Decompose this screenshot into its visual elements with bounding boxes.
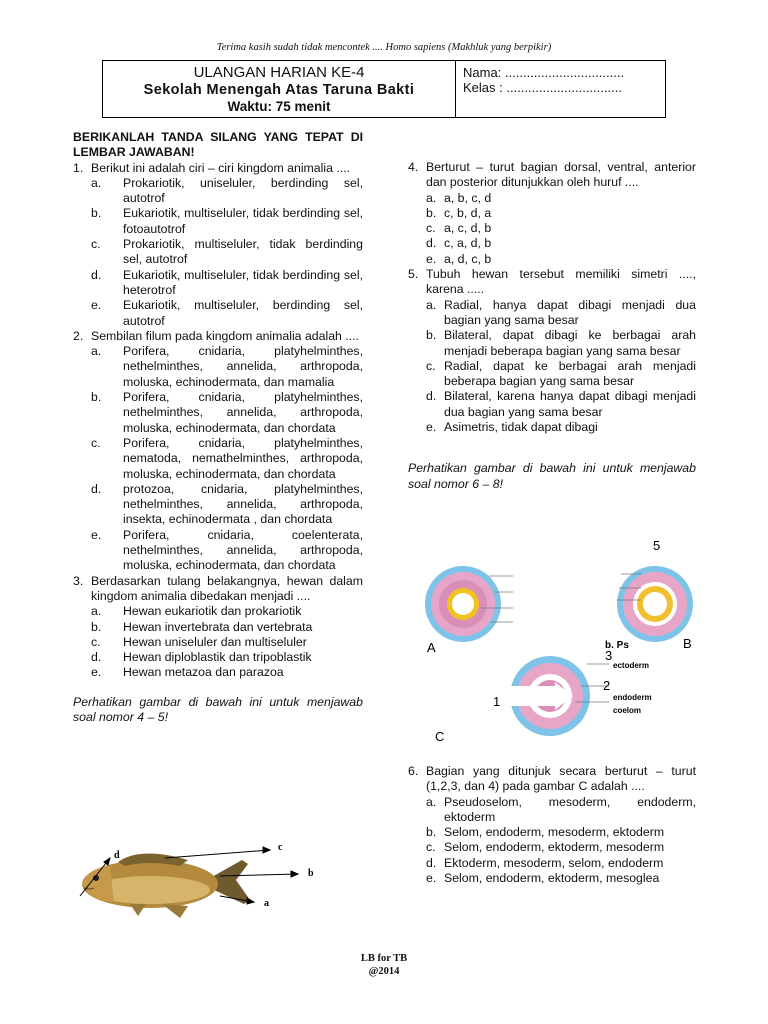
question-number: 5. bbox=[408, 267, 419, 282]
q4-option-a[interactable]: a. a, b, c, d bbox=[426, 190, 492, 205]
q5-option-d[interactable]: d. Bilateral, karena hanya dapat dibagi menjadi dua bagian yang sama besar bbox=[426, 389, 696, 419]
note-questions-4-5: Perhatikan gambar di bawah ini untuk menjawab soal nomor 4 – 5! bbox=[73, 694, 363, 724]
q1-option-e[interactable]: e. Eukariotik, multiseluler, berdinding sel, autotrof bbox=[91, 298, 363, 328]
figure-label-1: 1 bbox=[493, 694, 501, 709]
arrow-c bbox=[165, 850, 270, 858]
footer bbox=[0, 952, 768, 978]
exam-title: ULANGAN HARIAN KE-4 bbox=[193, 64, 365, 81]
q3-option-c[interactable]: c. Hewan uniseluler dan multiseluler bbox=[91, 634, 307, 649]
q1-option-c[interactable]: c. Prokariotik, multiseluler, tidak berdinding sel, autotrof bbox=[91, 237, 363, 267]
footer-line-2: @2014 bbox=[368, 966, 400, 977]
figure-label-a: A bbox=[427, 640, 436, 655]
figure-c-coelomate bbox=[497, 656, 609, 736]
question-number: 2. bbox=[73, 328, 84, 343]
figure-label-b: B bbox=[683, 636, 692, 651]
figure-label-3: 3 bbox=[605, 648, 613, 663]
figure-label-ectoderm: ectoderm bbox=[613, 661, 650, 670]
q3-option-d[interactable]: d. Hewan diploblastik dan tripoblastik bbox=[91, 650, 312, 665]
q4-option-e[interactable]: e. a, d, c, b bbox=[426, 251, 492, 266]
instruction: BERIKANLAH TANDA SILANG YANG TEPAT DI LEMBAR JAWABAN! bbox=[73, 130, 363, 160]
header-title-block bbox=[103, 61, 456, 117]
right-column bbox=[408, 160, 696, 492]
q3-option-e[interactable]: e. Hewan metazoa dan parazoa bbox=[91, 665, 284, 680]
fish-label-a: a bbox=[264, 898, 269, 909]
figure-label-pseudo: b. Ps bbox=[605, 640, 629, 651]
top-note: Terima kasih sudah tidak mencontek .... Homo sapiens (Makhluk yang berpikir) bbox=[216, 42, 552, 53]
figure-label-5: 5 bbox=[653, 538, 661, 553]
q5-option-e[interactable]: e. Asimetris, tidak dapat dibagi bbox=[426, 420, 598, 435]
q1-option-a[interactable]: a. Prokariotik, uniseluler, berdinding sel, autotrof bbox=[91, 175, 363, 206]
fish-label-d: d bbox=[114, 850, 120, 861]
q6-option-e[interactable]: e. Selom, endoderm, ektoderm, mesoglea bbox=[426, 871, 660, 886]
question-text: Berikut ini adalah ciri – ciri kingdom animalia .... bbox=[91, 160, 351, 175]
question-number: 4. bbox=[408, 160, 419, 174]
figure-label-endoderm: endoderm bbox=[613, 693, 652, 702]
q4-option-d[interactable]: d. c, a, d, b bbox=[426, 236, 492, 251]
q2-option-c[interactable]: c. Porifera, cnidaria, platyhelminthes, nematoda, nemathelminthes, arthropoda, moluska, echinodermata, dan chordata bbox=[91, 435, 363, 481]
student-fields bbox=[463, 65, 624, 95]
fish-figure bbox=[70, 838, 370, 928]
fish-label-c: c bbox=[278, 842, 283, 853]
question-2 bbox=[73, 329, 363, 344]
q4-option-c[interactable]: c. a, c, d, b bbox=[426, 221, 492, 236]
q5-option-b[interactable]: b. Bilateral, dapat dibagi ke berbagai arah menjadi beberapa bagian yang sama besar bbox=[426, 328, 696, 358]
question-6 bbox=[408, 764, 696, 795]
question-text: Tubuh hewan tersebut memiliki simetri ...., karena ..... bbox=[426, 267, 696, 297]
question-4 bbox=[408, 160, 696, 191]
question-number: 3. bbox=[73, 573, 84, 588]
figure-label-2: 2 bbox=[603, 678, 611, 693]
left-column bbox=[73, 130, 363, 725]
q2-option-a[interactable]: a. Porifera, cnidaria, platyhelminthes, nethelminthes, annelida, arthropoda, moluska, echinodermata, dan mamalia bbox=[91, 344, 363, 389]
figure-b-pseudocoelomate bbox=[617, 566, 693, 642]
question-6-block bbox=[408, 764, 696, 886]
q2-option-d[interactable]: d. protozoa, cnidaria, platyhelminthes, nethelminthes, annelida, arthropoda, insekta, echinodermata , dan chordata bbox=[91, 481, 363, 527]
germ-layer-figure bbox=[405, 536, 705, 748]
question-text: Sembilan filum pada kingdom animalia adalah .... bbox=[91, 328, 359, 343]
question-text: Berdasarkan tulang belakangnya, hewan dalam kingdom animalia dibedakan menjadi .... bbox=[91, 573, 363, 603]
q1-option-d[interactable]: d. Eukariotik, multiseluler, tidak berdinding sel, heterotrof bbox=[91, 267, 363, 297]
question-number: 6. bbox=[408, 764, 419, 778]
figure-label-c: C bbox=[435, 729, 445, 744]
footer-line-1: LB for TB bbox=[360, 953, 408, 964]
class-field[interactable]: Kelas : ................................ bbox=[463, 80, 622, 95]
q5-option-c[interactable]: c. Radial, dapat ke berbagai arah menjadi beberapa bagian yang sama besar bbox=[426, 358, 696, 389]
q6-option-b[interactable]: b. Selom, endoderm, mesoderm, ektoderm bbox=[426, 825, 665, 840]
name-field[interactable]: Nama: ................................. bbox=[463, 65, 625, 80]
q2-option-e[interactable]: e. Porifera, cnidaria, coelenterata, nethelminthes, annelida, arthropoda, moluska, echinodermata, dan chordata bbox=[91, 527, 363, 573]
question-1 bbox=[73, 161, 363, 176]
question-5 bbox=[408, 267, 696, 298]
q4-option-b[interactable]: b. c, b, d, a bbox=[426, 205, 492, 220]
q6-option-d[interactable]: d. Ektoderm, mesoderm, selom, endoderm bbox=[426, 855, 664, 870]
school-name: Sekolah Menengah Atas Taruna Bakti bbox=[143, 82, 415, 98]
figure-a-acoelomate bbox=[425, 566, 513, 642]
q3-option-a[interactable]: a. Hewan eukariotik dan prokariotik bbox=[91, 604, 302, 619]
q1-option-b[interactable]: b. Eukariotik, multiseluler, tidak berdinding sel, fotoautotrof bbox=[91, 206, 363, 236]
exam-time: Waktu: 75 menit bbox=[227, 99, 331, 114]
question-text: Bagian yang ditunjuk secara berturut – turut (1,2,3, dan 4) pada gambar C adalah .... bbox=[426, 764, 696, 794]
question-3 bbox=[73, 574, 363, 605]
q2-option-b[interactable]: b. Porifera, cnidaria, platyhelminthes, nethelminthes, annelida, arthropoda, moluska, echinodermata, dan chordata bbox=[91, 390, 363, 435]
note-questions-6-8: Perhatikan gambar di bawah ini untuk menjawab soal nomor 6 – 8! bbox=[408, 461, 696, 491]
figure-label-coelom: coelom bbox=[613, 706, 642, 715]
q5-option-a[interactable]: a. Radial, hanya dapat dibagi menjadi dua bagian yang sama besar bbox=[426, 297, 696, 327]
q3-option-b[interactable]: b. Hewan invertebrata dan vertebrata bbox=[91, 619, 313, 634]
q6-option-c[interactable]: c. Selom, endoderm, ektoderm, mesoderm bbox=[426, 840, 665, 855]
q6-option-a[interactable]: a. Pseudoselom, mesoderm, endoderm, ektoderm bbox=[426, 794, 696, 824]
question-number: 1. bbox=[73, 160, 84, 175]
question-text: Berturut – turut bagian dorsal, ventral, anterior dan posterior ditunjukkan oleh huruf .... bbox=[426, 160, 696, 190]
fish-label-b: b bbox=[308, 868, 314, 879]
header-box bbox=[102, 60, 666, 118]
